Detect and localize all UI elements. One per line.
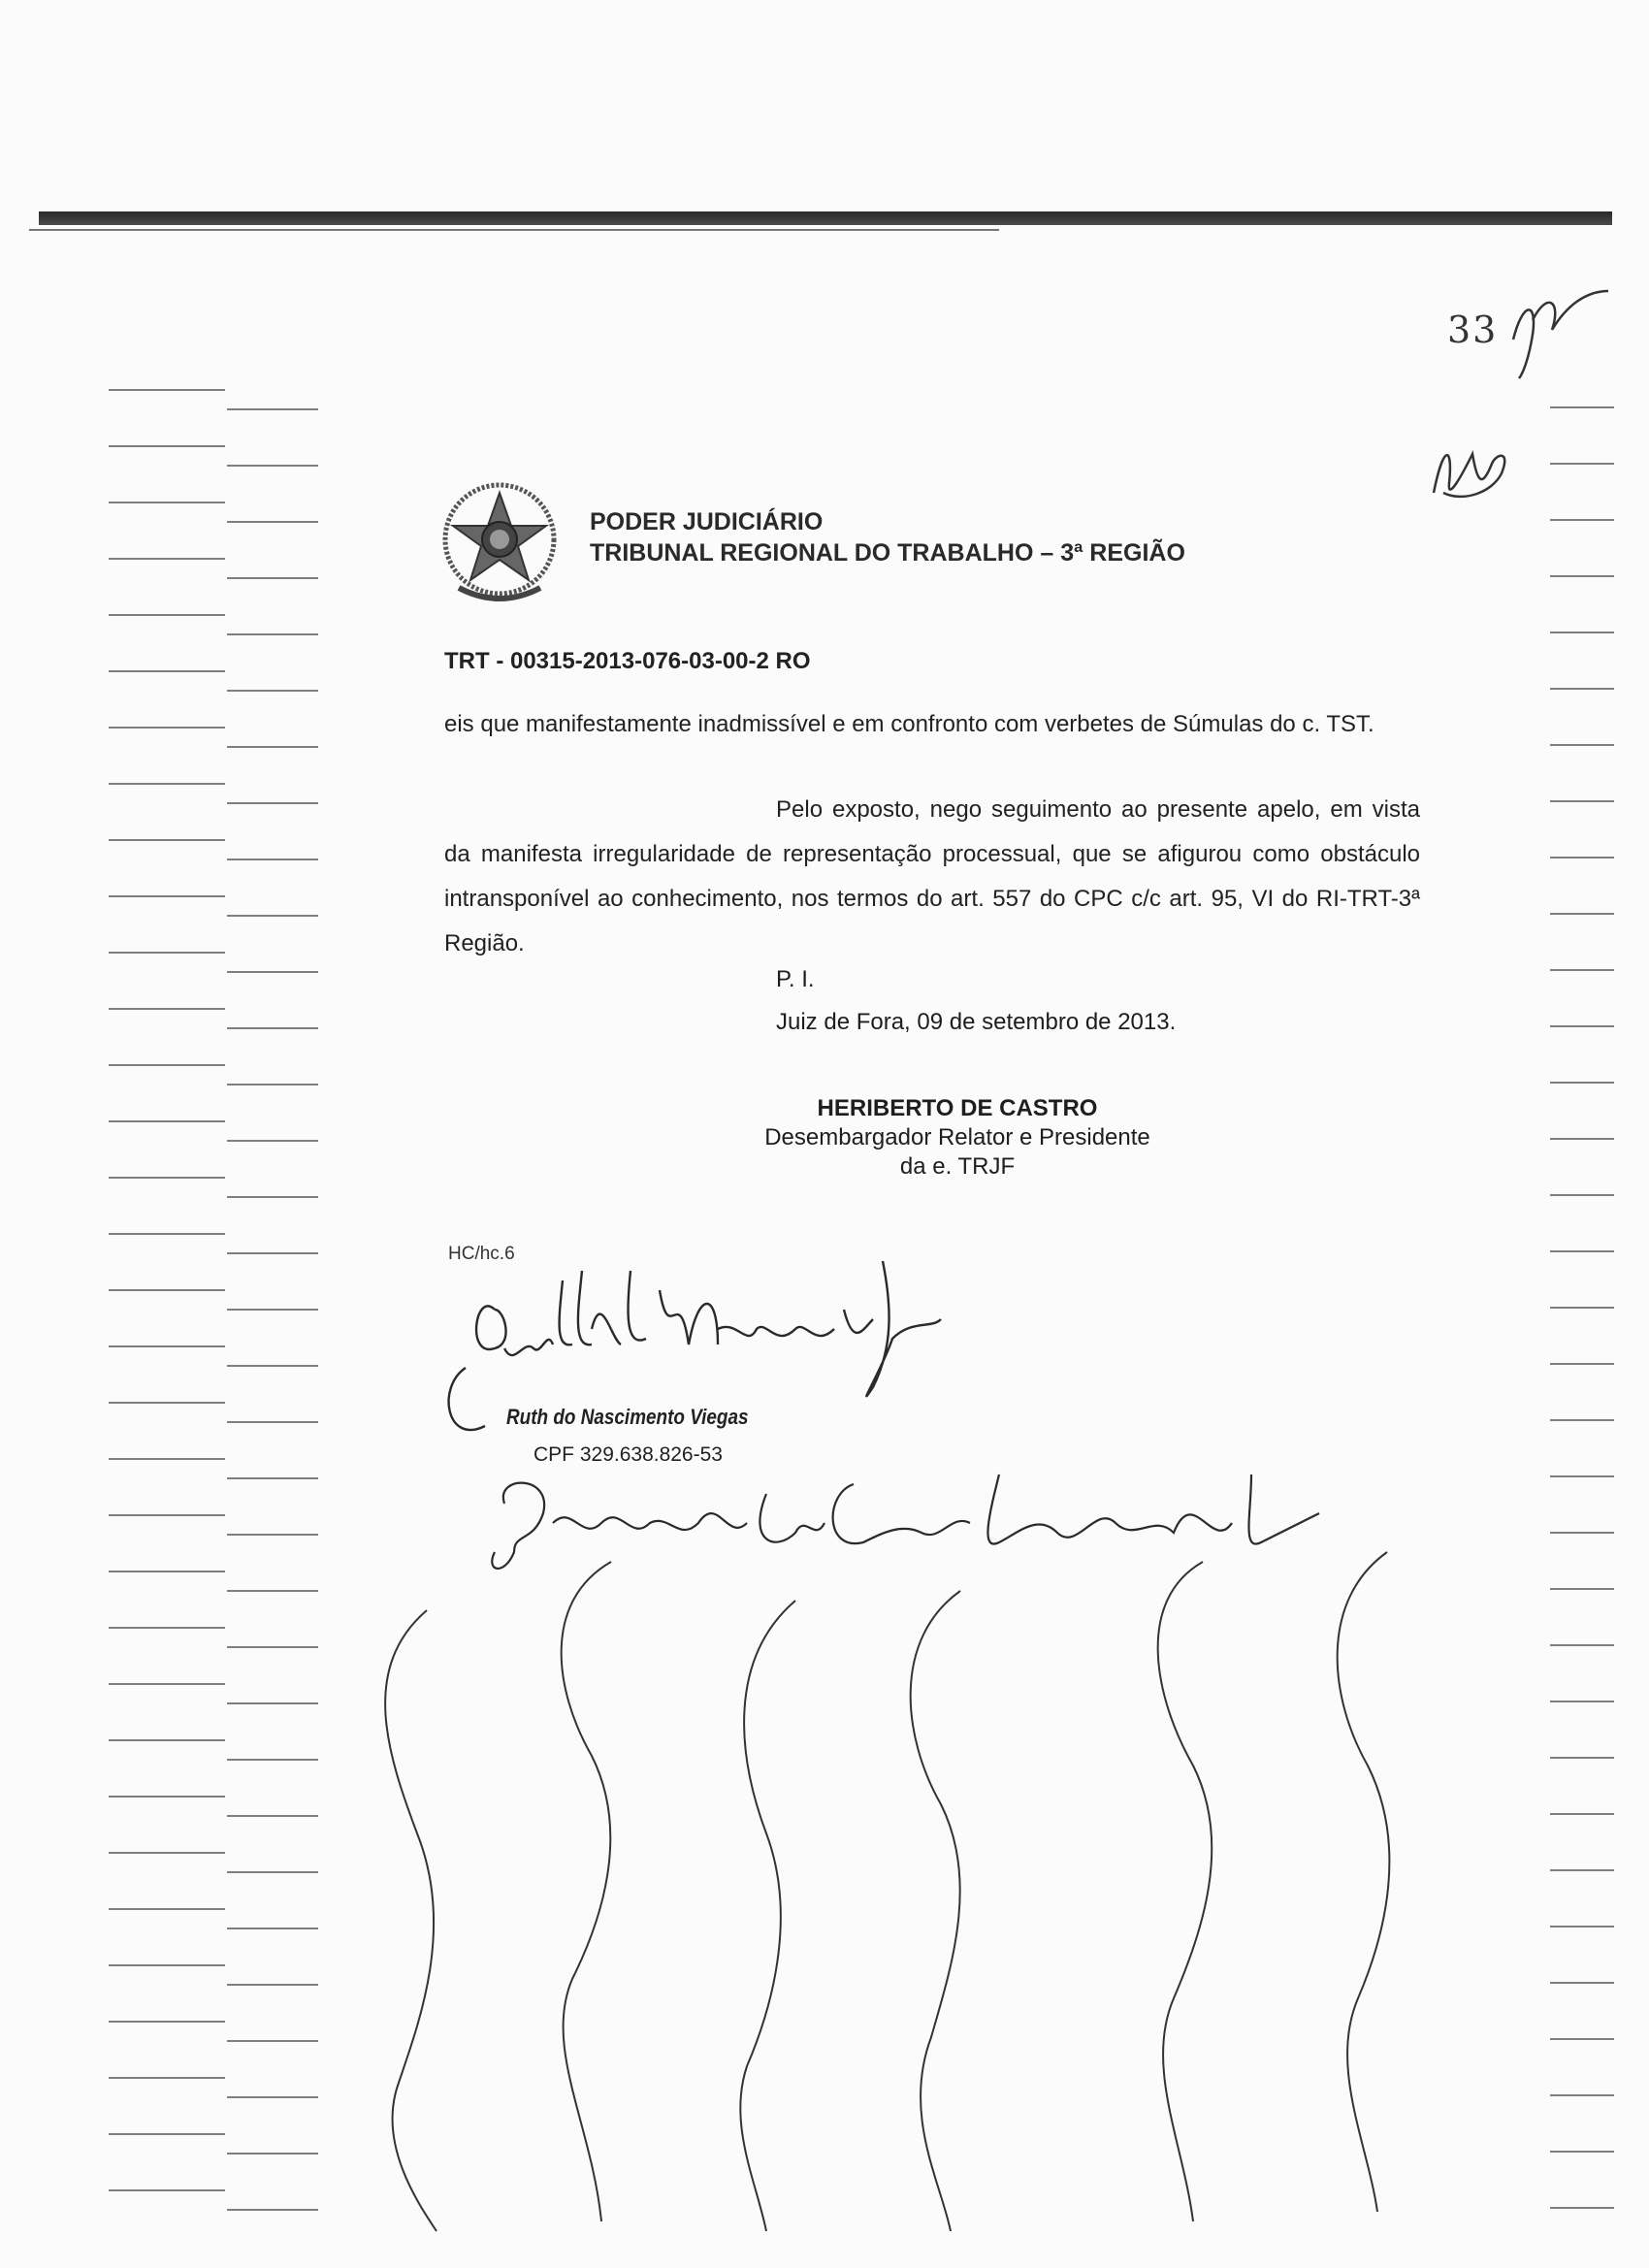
signatory-name: HERIBERTO DE CASTRO — [817, 1095, 1098, 1121]
blank-space-cancel-strokes — [359, 1542, 1455, 2241]
letterhead — [590, 506, 1185, 568]
folio-number: 33 — [1447, 308, 1499, 351]
handwritten-signature — [427, 1251, 970, 1465]
place-date: Juiz de Fora, 09 de setembro de 2013. — [776, 1009, 1177, 1035]
top-border-thin-rule — [29, 229, 999, 231]
signatory-title-line1: Desembargador Relator e Presidente — [764, 1124, 1150, 1150]
handwritten-role — [475, 1455, 1348, 1581]
initials-reference: HC/hc.6 — [448, 1244, 515, 1264]
publication-note: P. I. — [776, 966, 815, 992]
signer-printed-name: Ruth do Nascimento Viegas — [506, 1405, 749, 1429]
brazil-coat-of-arms-icon — [435, 479, 565, 609]
letterhead-line1: PODER JUDICIÁRIO — [590, 508, 824, 535]
letterhead-line2: TRIBUNAL REGIONAL DO TRABALHO – 3ª REGIÃO — [590, 539, 1185, 567]
signer-cpf: CPF 329.638.826-53 — [534, 1443, 723, 1466]
paragraph-2: Pelo exposto, nego seguimento ao presente apelo, em vista da manifesta irregularidade de representação processual, que se afigurou como obstáculo intransponível ao conhecimento, nos termos do art. 557 do CPC c/c art. 95, VI do RI-TRT-3ª Região. — [444, 796, 1420, 956]
rubric-initials-icon — [1424, 435, 1521, 512]
top-border-rule — [39, 211, 1612, 225]
folio-rubric-icon — [1494, 281, 1610, 388]
signatory-block — [708, 1094, 1207, 1182]
paragraph-1: eis que manifestamente inadmissível e em confronto com verbetes de Súmulas do c. TST. — [444, 711, 1374, 737]
case-number: TRT - 00315-2013-076-03-00-2 RO — [444, 648, 811, 674]
signatory-title-line2: da e. TRJF — [899, 1153, 1016, 1180]
